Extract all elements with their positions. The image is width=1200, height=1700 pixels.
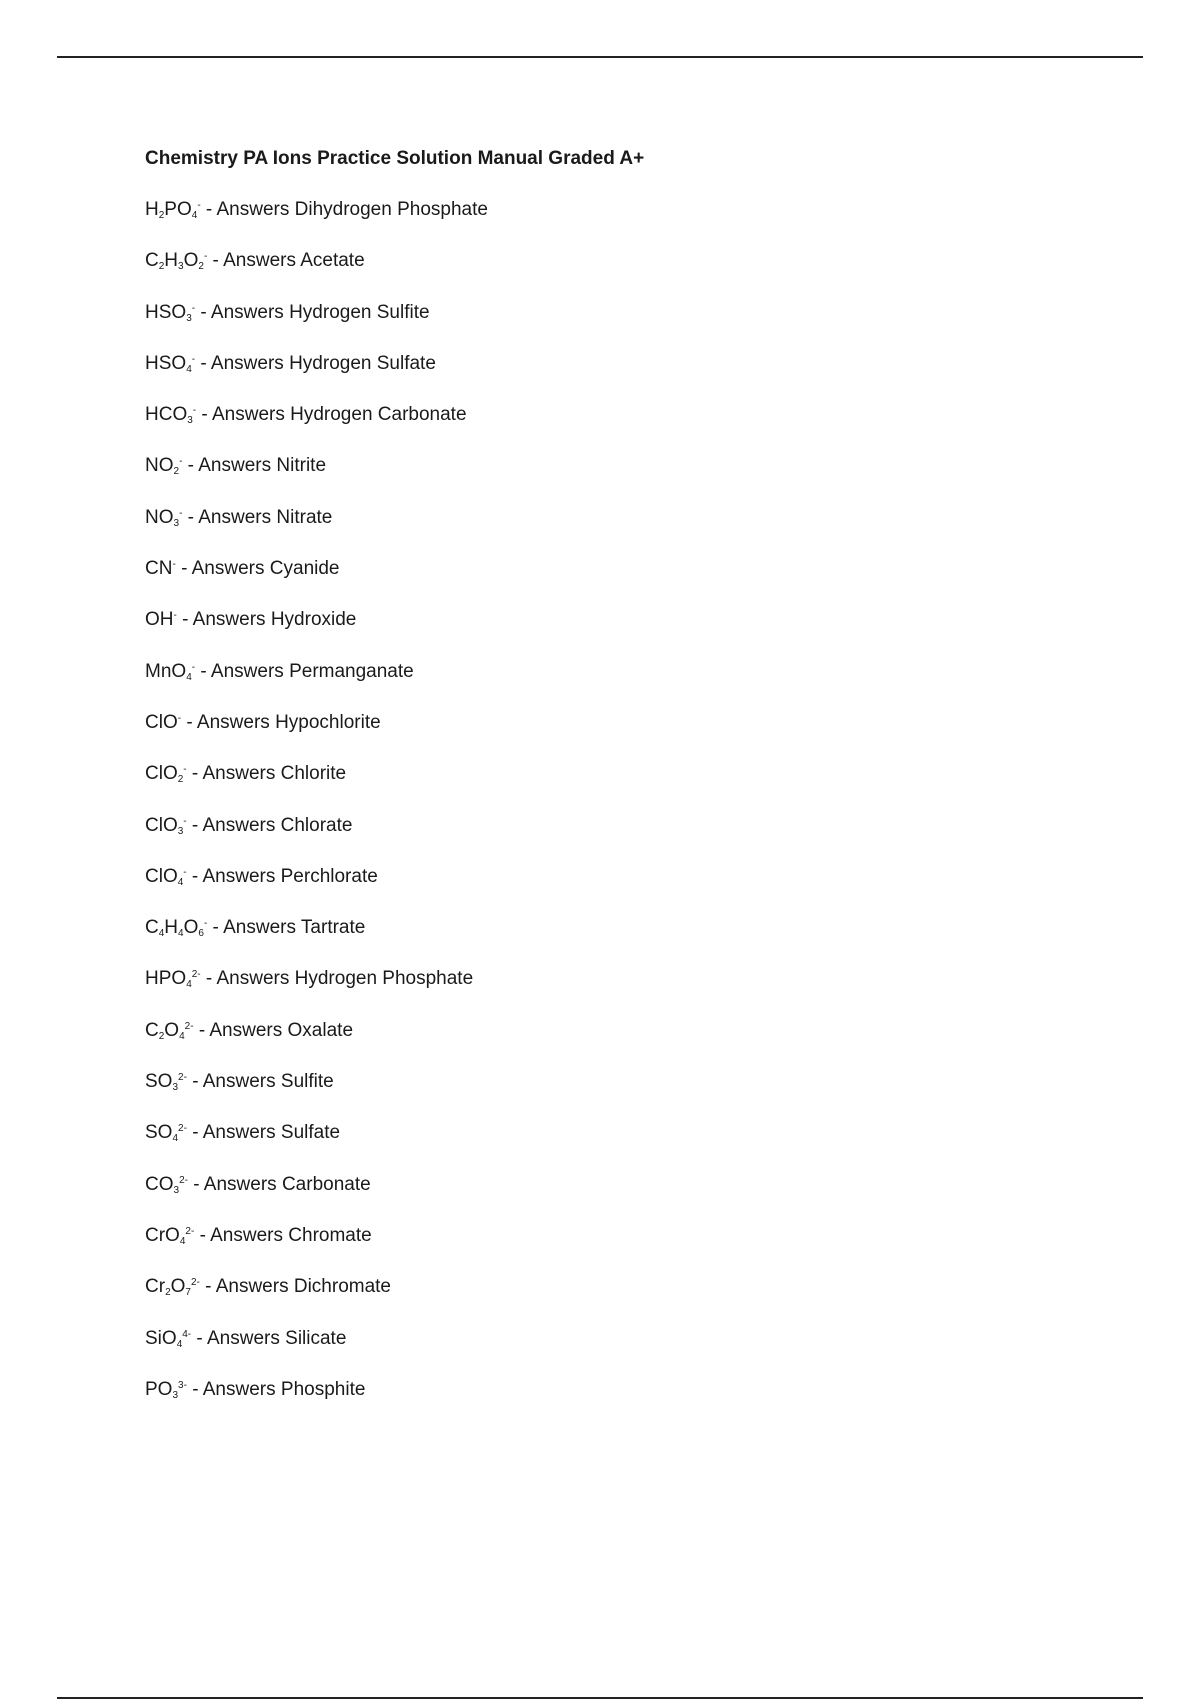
list-item bbox=[145, 708, 1045, 759]
list-item bbox=[145, 964, 1045, 1015]
ion-formula bbox=[145, 815, 187, 836]
ion-formula bbox=[145, 507, 182, 528]
ion-charge: 2- bbox=[191, 969, 201, 981]
ion-charge: - bbox=[197, 200, 201, 211]
answer-separator: - Answers bbox=[187, 1173, 282, 1195]
answer-separator: - Answers bbox=[195, 352, 290, 374]
ion-formula bbox=[145, 558, 176, 579]
ion-name: Hydrogen Carbonate bbox=[290, 404, 467, 426]
formula-symbol: O bbox=[183, 917, 199, 939]
ion-charge: 2- bbox=[185, 1225, 195, 1237]
ion-name: Chlorate bbox=[280, 814, 353, 836]
ion-name: Phosphite bbox=[280, 1378, 366, 1400]
ion-formula bbox=[145, 609, 177, 630]
ion-name: Acetate bbox=[300, 250, 365, 272]
formula-symbol: H bbox=[164, 250, 179, 272]
ion-formula bbox=[145, 866, 187, 887]
formula-symbol: SiO bbox=[145, 1327, 177, 1349]
formula-symbol: SO bbox=[145, 1122, 173, 1144]
answer-separator: - Answers bbox=[195, 660, 290, 682]
ion-name: Nitrate bbox=[276, 506, 333, 528]
list-item bbox=[145, 657, 1045, 708]
formula-symbol: CrO bbox=[145, 1224, 180, 1246]
formula-symbol: O bbox=[183, 250, 199, 272]
formula-symbol: O bbox=[164, 1019, 180, 1041]
answer-separator: - Answers bbox=[186, 1122, 281, 1144]
ion-charge: 3- bbox=[178, 1379, 187, 1391]
ion-formula bbox=[145, 1122, 187, 1143]
formula-symbol: PO bbox=[145, 1378, 173, 1400]
formula-subscript: 3 bbox=[173, 1184, 180, 1196]
ion-name: Hydrogen Sulfite bbox=[289, 301, 430, 323]
formula-subscript: 3 bbox=[177, 825, 184, 837]
ion-name: Hydroxide bbox=[270, 609, 357, 631]
answer-separator: - Answers bbox=[186, 763, 281, 785]
formula-symbol: C bbox=[145, 250, 159, 272]
ion-name: Permanganate bbox=[289, 660, 414, 682]
answer-separator: - Answers bbox=[199, 1276, 294, 1298]
formula-symbol: C bbox=[145, 917, 159, 939]
ion-charge: - bbox=[203, 251, 208, 263]
answer-separator: - Answers bbox=[193, 1019, 288, 1041]
answer-separator: - Answers bbox=[182, 455, 277, 477]
answer-separator: - Answers bbox=[186, 1378, 281, 1400]
ion-name: Nitrite bbox=[276, 455, 327, 477]
ion-charge: - bbox=[203, 918, 208, 930]
ion-charge: - bbox=[192, 405, 197, 417]
formula-symbol: H bbox=[164, 917, 179, 939]
formula-symbol: ClO bbox=[145, 711, 178, 733]
ion-formula bbox=[145, 1379, 187, 1400]
list-item bbox=[145, 246, 1045, 297]
formula-subscript: 4 bbox=[191, 210, 198, 221]
ion-charge: - bbox=[172, 559, 176, 571]
ion-answer-list bbox=[145, 195, 1045, 1426]
formula-subscript: 4 bbox=[179, 1235, 186, 1247]
formula-subscript: 3 bbox=[172, 1082, 179, 1094]
list-item bbox=[145, 1016, 1045, 1067]
ion-charge: 2- bbox=[179, 1174, 188, 1186]
page-top-rule bbox=[57, 56, 1143, 58]
ion-formula bbox=[145, 199, 201, 220]
formula-subscript: 4 bbox=[172, 1133, 179, 1145]
ion-name: Tartrate bbox=[300, 917, 366, 939]
answer-separator: - Answers bbox=[200, 968, 295, 990]
list-item bbox=[145, 1324, 1045, 1375]
ion-name: Oxalate bbox=[287, 1019, 354, 1041]
answer-separator: - Answers bbox=[200, 199, 295, 220]
formula-subscript: 3 bbox=[172, 1389, 179, 1401]
formula-symbol: H bbox=[145, 199, 159, 220]
answer-separator: - Answers bbox=[207, 250, 301, 272]
formula-symbol: ClO bbox=[145, 814, 178, 836]
answer-separator: - Answers bbox=[191, 1327, 286, 1349]
ion-charge: 2- bbox=[190, 1277, 200, 1289]
formula-subscript: 3 bbox=[178, 261, 184, 273]
ion-formula bbox=[145, 404, 196, 425]
ion-name: Hydrogen Phosphate bbox=[294, 968, 474, 990]
formula-symbol: HPO bbox=[145, 968, 187, 990]
ion-formula bbox=[145, 1276, 200, 1297]
ion-formula bbox=[145, 1174, 188, 1195]
list-item bbox=[145, 1272, 1045, 1323]
answer-separator: - Answers bbox=[181, 711, 276, 733]
ion-name: Sulfate bbox=[280, 1122, 341, 1144]
formula-symbol: OH bbox=[145, 609, 174, 631]
ion-name: Hydrogen Sulfate bbox=[289, 352, 436, 374]
formula-subscript: 4 bbox=[186, 671, 192, 683]
formula-symbol: ClO bbox=[145, 865, 178, 887]
answer-separator: - Answers bbox=[195, 301, 290, 323]
ion-charge: 2- bbox=[184, 1020, 194, 1032]
formula-subscript: 3 bbox=[173, 517, 180, 529]
ion-name: Carbonate bbox=[281, 1173, 371, 1195]
answer-separator: - Answers bbox=[176, 609, 271, 631]
formula-subscript: 3 bbox=[186, 312, 192, 324]
list-item bbox=[145, 759, 1045, 810]
formula-subscript: 2 bbox=[158, 261, 165, 273]
ion-name: Hypochlorite bbox=[275, 711, 381, 733]
formula-subscript: 4 bbox=[158, 928, 165, 940]
ion-name: Dihydrogen Phosphate bbox=[294, 199, 488, 220]
formula-symbol: HCO bbox=[145, 404, 188, 426]
ion-charge: - bbox=[177, 712, 182, 724]
ion-name: Chlorite bbox=[280, 763, 347, 785]
ion-charge: - bbox=[191, 661, 196, 673]
ion-charge: 2- bbox=[178, 1123, 187, 1135]
answer-separator: - Answers bbox=[186, 814, 281, 836]
ion-name: Perchlorate bbox=[280, 865, 378, 887]
answer-separator: - Answers bbox=[194, 1224, 289, 1246]
formula-symbol: NO bbox=[145, 455, 174, 477]
formula-symbol: SO bbox=[145, 1071, 173, 1093]
ion-charge: - bbox=[179, 456, 183, 468]
ion-charge: - bbox=[173, 610, 177, 622]
list-item bbox=[145, 400, 1045, 451]
formula-subscript: 4 bbox=[186, 979, 192, 991]
formula-subscript: 2 bbox=[158, 210, 165, 221]
list-item bbox=[145, 1170, 1045, 1221]
ion-formula bbox=[145, 1020, 194, 1041]
list-item bbox=[145, 862, 1045, 913]
formula-symbol: CN bbox=[145, 558, 173, 580]
ion-formula bbox=[145, 455, 182, 476]
page-bottom-rule bbox=[57, 1697, 1143, 1699]
ion-formula bbox=[145, 250, 207, 271]
ion-charge: - bbox=[191, 302, 196, 314]
formula-subscript: 2 bbox=[198, 261, 204, 273]
list-item bbox=[145, 1118, 1045, 1169]
formula-subscript: 4 bbox=[178, 928, 184, 940]
ion-formula bbox=[145, 968, 201, 989]
ion-formula bbox=[145, 712, 181, 733]
ion-formula bbox=[145, 1225, 194, 1246]
answer-separator: - Answers bbox=[186, 1071, 281, 1093]
formula-subscript: 6 bbox=[198, 928, 204, 940]
list-item bbox=[145, 811, 1045, 862]
list-item bbox=[145, 554, 1045, 605]
ion-formula bbox=[145, 1328, 191, 1349]
list-item bbox=[145, 451, 1045, 502]
formula-symbol: HSO bbox=[145, 352, 187, 374]
formula-subscript: 4 bbox=[177, 876, 184, 888]
formula-subscript: 4 bbox=[186, 363, 192, 375]
ion-charge: - bbox=[191, 353, 196, 365]
ion-charge: - bbox=[183, 815, 187, 827]
ion-formula bbox=[145, 917, 207, 938]
formula-symbol: CO bbox=[145, 1173, 174, 1195]
ion-charge: 4- bbox=[182, 1328, 192, 1340]
answer-separator: - Answers bbox=[186, 865, 281, 887]
formula-symbol: Cr bbox=[145, 1276, 166, 1298]
formula-symbol: C bbox=[145, 1019, 159, 1041]
formula-subscript: 2 bbox=[165, 1287, 171, 1299]
list-item bbox=[145, 1221, 1045, 1272]
answer-separator: - Answers bbox=[182, 506, 277, 528]
list-item bbox=[145, 503, 1045, 554]
list-item bbox=[145, 1067, 1045, 1118]
ion-formula bbox=[145, 353, 195, 374]
ion-charge: - bbox=[179, 507, 183, 519]
ion-formula bbox=[145, 661, 195, 682]
formula-subscript: 4 bbox=[179, 1030, 185, 1042]
list-item bbox=[145, 195, 1045, 246]
ion-name: Dichromate bbox=[293, 1276, 392, 1298]
answer-separator: - Answers bbox=[175, 558, 270, 580]
list-item bbox=[145, 605, 1045, 656]
formula-symbol: NO bbox=[145, 506, 174, 528]
list-item bbox=[145, 349, 1045, 400]
ion-charge: - bbox=[183, 866, 187, 878]
formula-symbol: PO bbox=[164, 199, 192, 220]
answer-separator: - Answers bbox=[196, 404, 291, 426]
list-item bbox=[145, 298, 1045, 349]
formula-subscript: 3 bbox=[187, 415, 193, 427]
formula-symbol: O bbox=[170, 1276, 186, 1298]
ion-name: Cyanide bbox=[269, 558, 340, 580]
formula-symbol: MnO bbox=[145, 660, 187, 682]
answer-separator: - Answers bbox=[207, 917, 301, 939]
document-body bbox=[145, 144, 1045, 1426]
ion-formula bbox=[145, 763, 187, 784]
ion-charge: - bbox=[183, 764, 187, 776]
ion-name: Silicate bbox=[285, 1327, 347, 1349]
ion-name: Chromate bbox=[288, 1224, 372, 1246]
formula-subscript: 2 bbox=[158, 1030, 165, 1042]
list-item bbox=[145, 913, 1045, 964]
document-title: Chemistry PA Ions Practice Solution Manual Graded A+ bbox=[145, 148, 645, 169]
formula-subscript: 7 bbox=[185, 1287, 191, 1299]
ion-charge: 2- bbox=[178, 1072, 187, 1084]
formula-subscript: 2 bbox=[177, 774, 184, 786]
ion-name: Sulfite bbox=[280, 1071, 334, 1093]
list-item bbox=[145, 1375, 1045, 1426]
ion-formula bbox=[145, 302, 195, 323]
formula-symbol: HSO bbox=[145, 301, 187, 323]
formula-symbol: ClO bbox=[145, 763, 178, 785]
formula-subscript: 2 bbox=[173, 466, 180, 478]
formula-subscript: 4 bbox=[176, 1338, 183, 1350]
ion-formula bbox=[145, 1071, 187, 1092]
